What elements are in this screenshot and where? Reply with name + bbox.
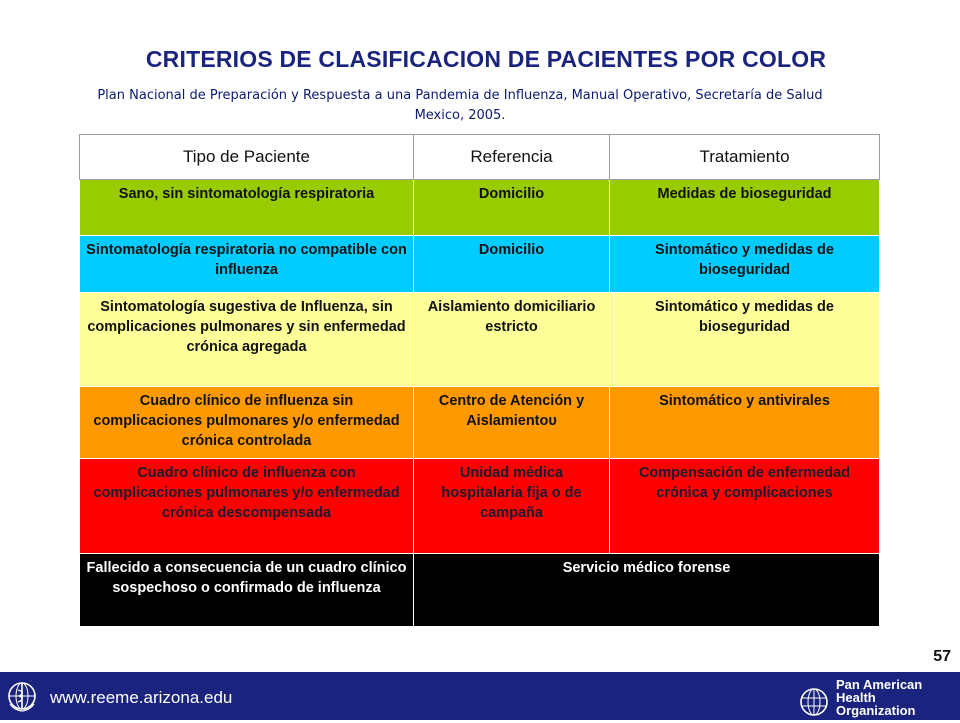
table-row-blue <box>80 236 880 293</box>
header-tipo: Tipo de Paciente <box>80 135 414 180</box>
page-number: 57 <box>933 648 951 665</box>
footer-url-link[interactable]: www.reeme.arizona.edu <box>50 688 233 707</box>
classification-table <box>79 134 880 627</box>
cell-tratamiento: Compensación de enfermedad crónica y complicaciones <box>610 459 880 554</box>
who-emblem-icon <box>6 680 38 712</box>
table-row-black <box>80 554 880 627</box>
cell-tratamiento: Sintomático y medidas de bioseguridad <box>610 293 880 387</box>
cell-tratamiento: Sintomático y medidas de bioseguridad <box>610 236 880 293</box>
table-row-red <box>80 459 880 554</box>
cell-tipo: Sano, sin sintomatología respiratoria <box>80 180 414 236</box>
source-citation <box>60 86 860 126</box>
cell-tipo: Fallecido a consecuencia de un cuadro clínico sospechoso o confirmado de influenza <box>80 554 414 627</box>
cell-referencia: Domicilio <box>414 236 610 293</box>
paho-name <box>836 678 922 717</box>
paho-line-1: Pan American <box>836 677 923 692</box>
citation-line-2: Mexico, 2005. <box>414 108 506 123</box>
cell-referencia-tratamiento: Servicio médico forense <box>414 554 880 627</box>
footer-bar <box>0 672 960 720</box>
cell-tipo: Sintomatología sugestiva de Influenza, sin complicaciones pulmonares y sin enfermedad crónica agregada <box>80 293 414 387</box>
cell-referencia: Unidad médica hospitalaria fija o de campaña <box>414 459 610 554</box>
table-row-yellow <box>80 293 880 387</box>
header-referencia: Referencia <box>414 135 610 180</box>
paho-globe-icon <box>798 686 830 718</box>
cell-tratamiento: Sintomático y antivirales <box>610 387 880 459</box>
cell-tratamiento: Medidas de bioseguridad <box>610 180 880 236</box>
paho-line-3: Organization <box>836 703 916 718</box>
header-tratamiento: Tratamiento <box>610 135 880 180</box>
paho-line-2: Health <box>836 690 876 705</box>
table-row-orange <box>80 387 880 459</box>
cell-referencia: Aislamiento domiciliario estricto <box>414 293 610 387</box>
cell-referencia: Domicilio <box>414 180 610 236</box>
cell-tipo: Cuadro clínico de influenza con complicaciones pulmonares y/o enfermedad crónica descompensada <box>80 459 414 554</box>
cell-referencia: Centro de Atención y Aislamientoυ <box>414 387 610 459</box>
table-row-green <box>80 180 880 236</box>
page-title: CRITERIOS DE CLASIFICACION DE PACIENTES POR COLOR <box>145 46 827 72</box>
cell-tipo: Sintomatología respiratoria no compatible con influenza <box>80 236 414 293</box>
cell-tipo: Cuadro clínico de influenza sin complicaciones pulmonares y/o enfermedad crónica controlada <box>80 387 414 459</box>
table-header-row <box>80 135 880 180</box>
citation-line-1: Plan Nacional de Preparación y Respuesta a una Pandemia de Influenza, Manual Operativo, Secretaría de Salud <box>97 88 823 103</box>
